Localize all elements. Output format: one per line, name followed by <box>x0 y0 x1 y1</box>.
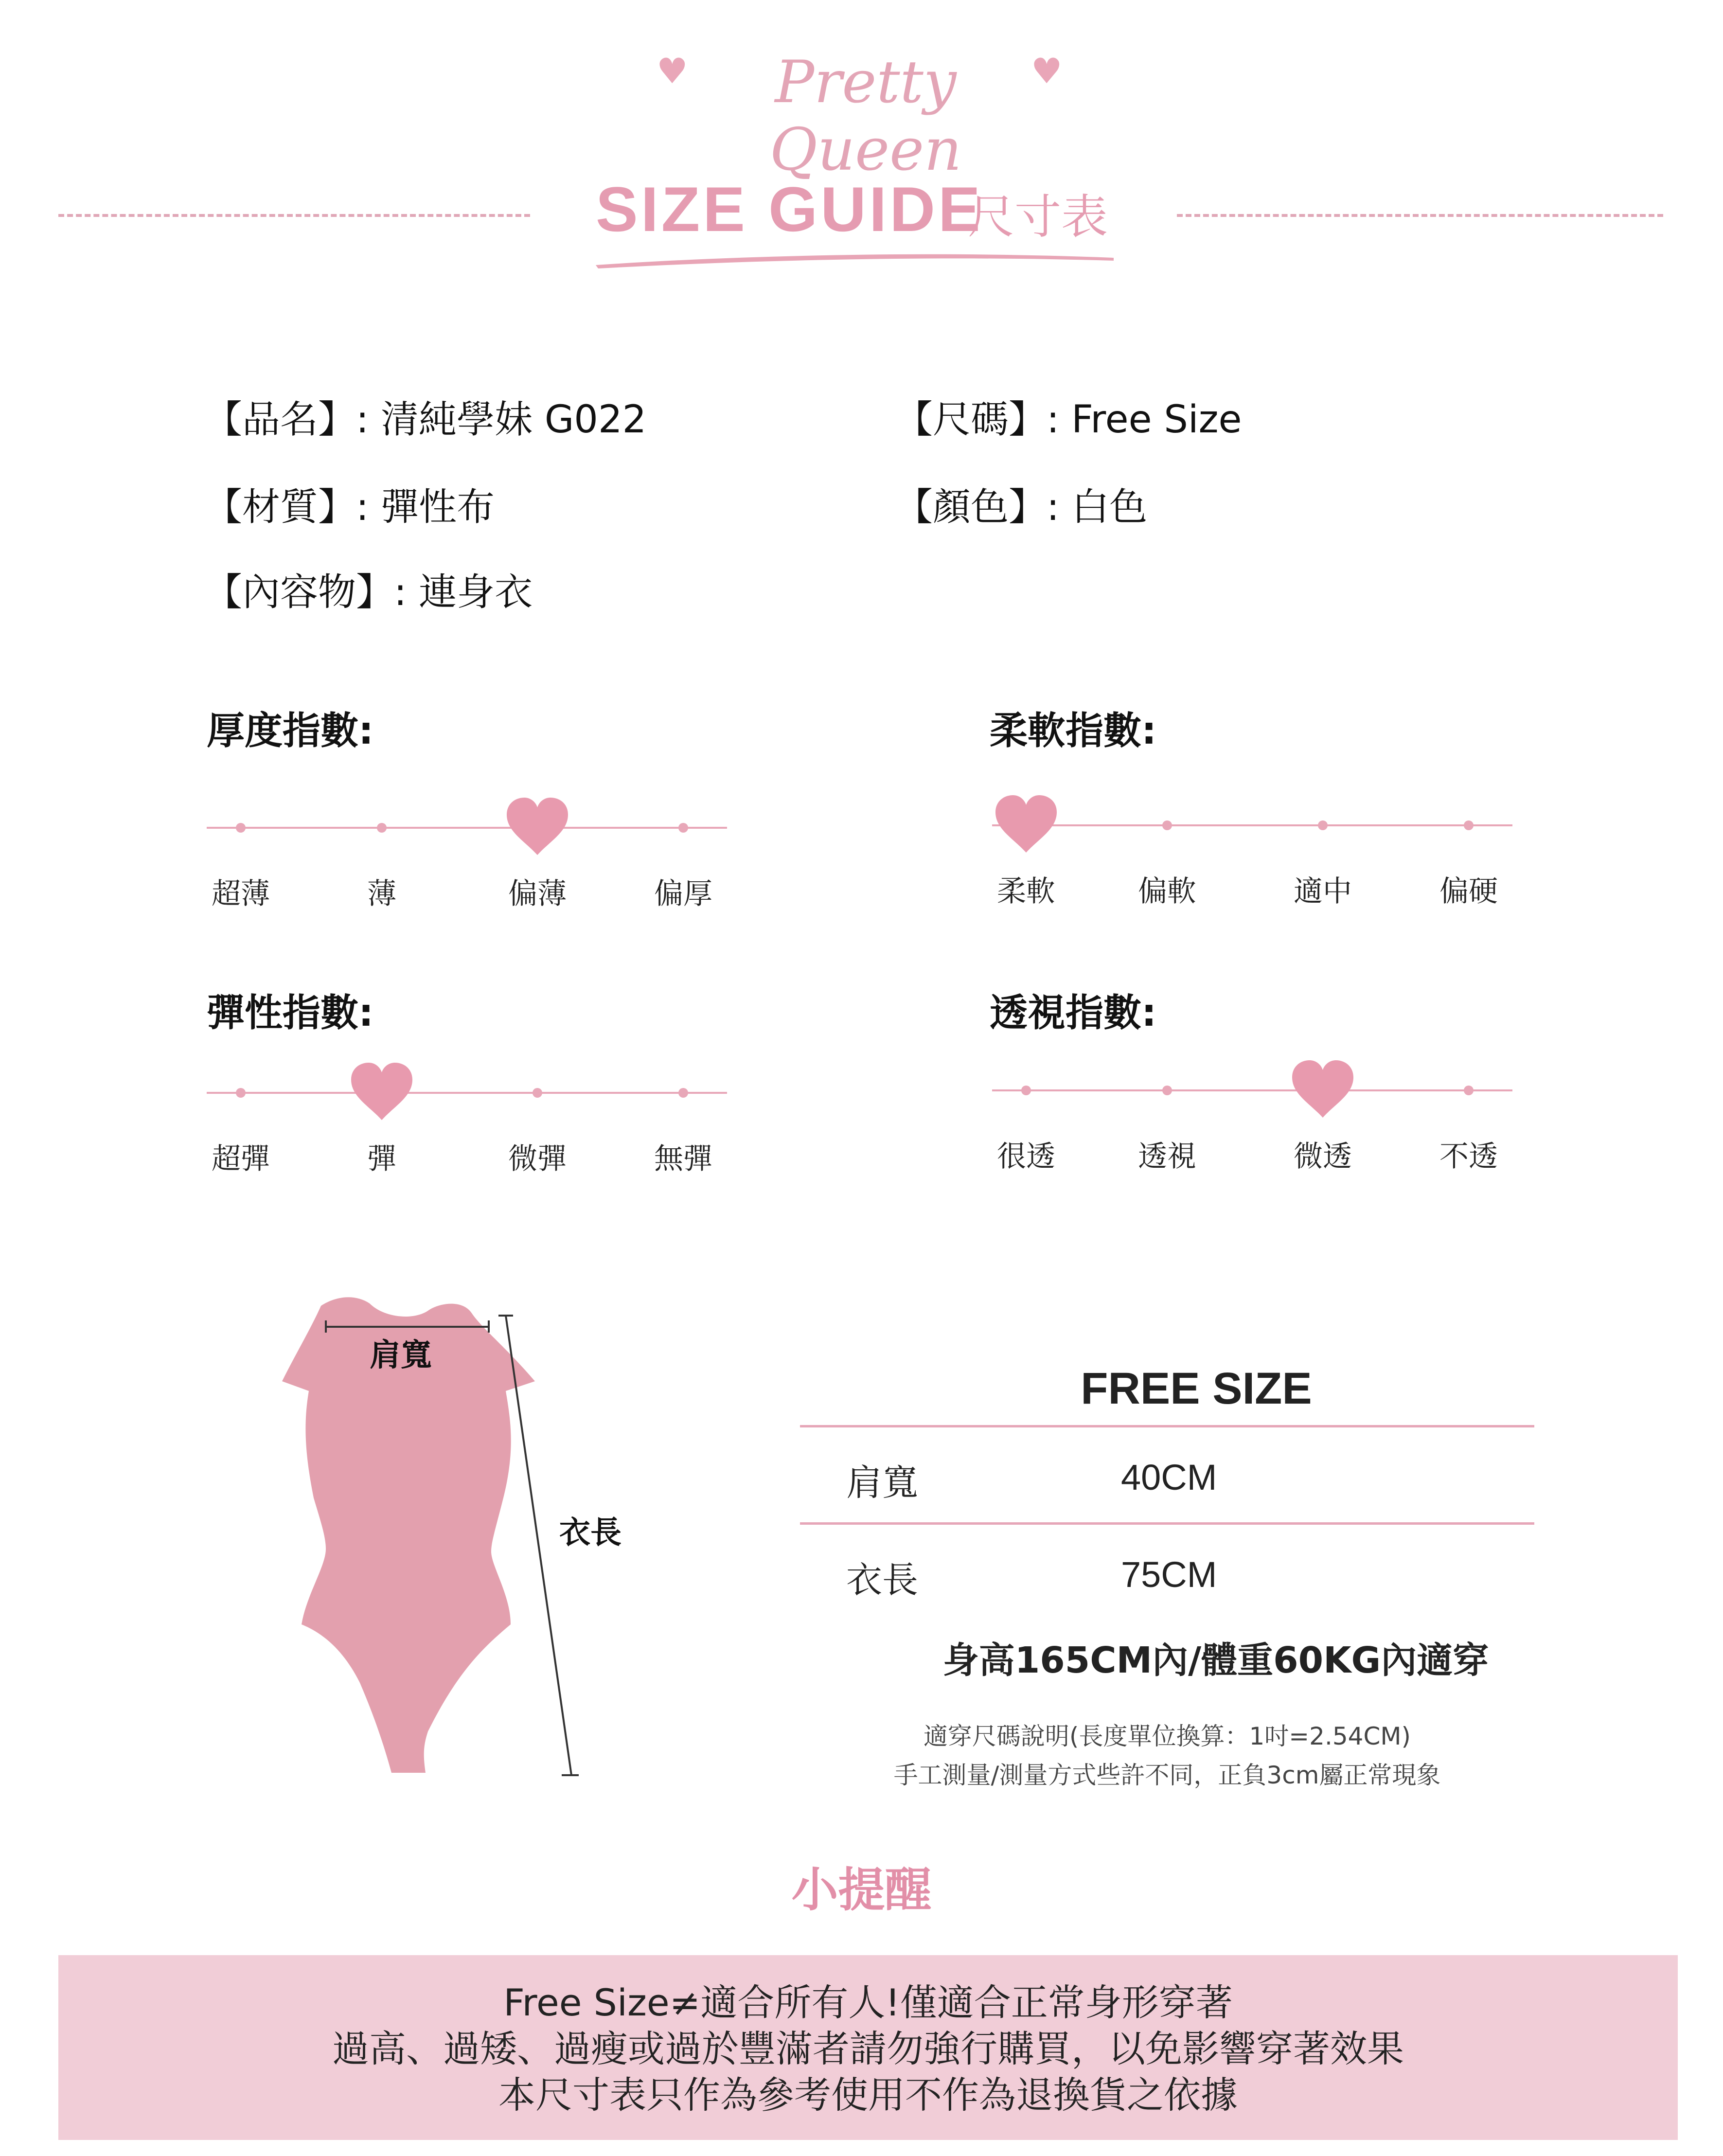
divider <box>58 214 530 217</box>
product-name: 【品名】: 清純學妹 G022 <box>204 398 647 442</box>
scale-option-label: 偏硬 <box>1439 874 1498 909</box>
tips-title: 小提醒 <box>791 1863 932 1917</box>
selected-heart-icon <box>506 798 569 856</box>
scale-option-label: 微彈 <box>508 1142 567 1176</box>
scale-option-label: 無彈 <box>654 1142 712 1176</box>
product-material: 【材質】: 彈性布 <box>204 485 495 529</box>
product-size: 【尺碼】: Free Size <box>895 398 1242 442</box>
scale-dot <box>533 1088 542 1098</box>
scale-dot <box>236 823 246 833</box>
sheerness-scale <box>992 1051 1512 1174</box>
scale-option-label: 適中 <box>1294 874 1352 909</box>
scale-line <box>207 827 727 829</box>
scale-option-label: 偏厚 <box>654 877 712 911</box>
scale-option-label: 偏軟 <box>1138 874 1196 909</box>
scale-dot <box>377 823 387 833</box>
selected-heart-icon <box>350 1063 413 1121</box>
page-title: SIZE GUIDE <box>596 174 983 245</box>
table-header: FREE SIZE <box>1081 1364 1312 1413</box>
scale-title-thickness: 厚度指數: <box>207 709 374 753</box>
tip-line: 過高、過矮、過瘦或過於豐滿者請勿強行購買，以免影響穿著效果 <box>332 2027 1404 2070</box>
scale-option-label: 透視 <box>1138 1140 1196 1174</box>
fit-note: 身高165CM內/體重60KG內適穿 <box>942 1639 1489 1681</box>
brush-underline <box>593 243 1119 272</box>
scale-option-label: 彈 <box>367 1142 396 1176</box>
table-row <box>800 1522 1534 1620</box>
softness-scale <box>992 785 1512 909</box>
scale-dot <box>1162 1086 1172 1095</box>
scale-line <box>207 1092 727 1094</box>
scale-dot <box>1464 820 1474 830</box>
scale-option-label: 柔軟 <box>997 874 1055 909</box>
scale-dot <box>1318 820 1328 830</box>
scale-title-sheerness: 透視指數: <box>990 991 1157 1035</box>
selected-heart-icon <box>995 795 1058 854</box>
garment-diagram <box>263 1294 661 1785</box>
note-line: 手工測量/測量方式些許不同，正負3cm屬正常現象 <box>893 1761 1441 1789</box>
brand-header <box>0 34 1723 184</box>
scale-title-softness: 柔軟指數: <box>990 709 1157 753</box>
scale-dot <box>1464 1086 1474 1095</box>
table-row <box>800 1425 1534 1522</box>
product-color: 【顏色】: 白色 <box>895 485 1148 529</box>
scale-option-label: 很透 <box>997 1140 1055 1174</box>
thickness-scale <box>207 788 727 911</box>
selected-heart-icon <box>1291 1060 1354 1119</box>
scale-line <box>992 1089 1512 1091</box>
product-contents: 【內容物】: 連身衣 <box>204 570 533 614</box>
elasticity-scale <box>207 1053 727 1176</box>
tips-box <box>58 1955 1678 2140</box>
scale-dot <box>236 1088 246 1098</box>
scale-dot <box>1162 820 1172 830</box>
page-title-zh: 尺寸表 <box>968 190 1108 244</box>
tip-line: Free Size≠適合所有人!僅適合正常身形穿著 <box>503 1981 1233 2024</box>
scale-option-label: 薄 <box>367 877 396 911</box>
scale-option-label: 微透 <box>1294 1140 1352 1174</box>
scale-line <box>992 824 1512 826</box>
scale-title-elasticity: 彈性指數: <box>207 991 374 1035</box>
divider <box>1177 214 1663 217</box>
length-label: 衣長 <box>559 1515 622 1551</box>
scale-option-label: 不透 <box>1439 1140 1498 1174</box>
scale-option-label: 超彈 <box>212 1142 270 1176</box>
heart-icon: ♥ <box>1031 51 1063 91</box>
size-table <box>800 1352 1534 1683</box>
scale-dot <box>678 1088 688 1098</box>
row-label: 衣長 <box>846 1559 918 1601</box>
row-label: 肩寬 <box>846 1462 918 1504</box>
scale-option-label: 超薄 <box>212 877 270 911</box>
row-value: 75CM <box>1121 1554 1217 1595</box>
scale-dot <box>678 823 688 833</box>
note-line: 適穿尺碼說明(長度單位換算：1吋=2.54CM) <box>923 1722 1411 1750</box>
row-value: 40CM <box>1121 1457 1217 1497</box>
shoulder-label: 肩寬 <box>370 1337 432 1373</box>
heart-icon: ♥ <box>657 51 688 91</box>
scale-option-label: 偏薄 <box>508 877 567 911</box>
scale-dot <box>1021 1086 1031 1095</box>
brand-logo: Pretty Queen <box>769 49 962 184</box>
measurement-notes <box>778 1717 1556 1795</box>
tip-line: 本尺寸表只作為參考使用不作為退換貨之依據 <box>498 2073 1238 2117</box>
